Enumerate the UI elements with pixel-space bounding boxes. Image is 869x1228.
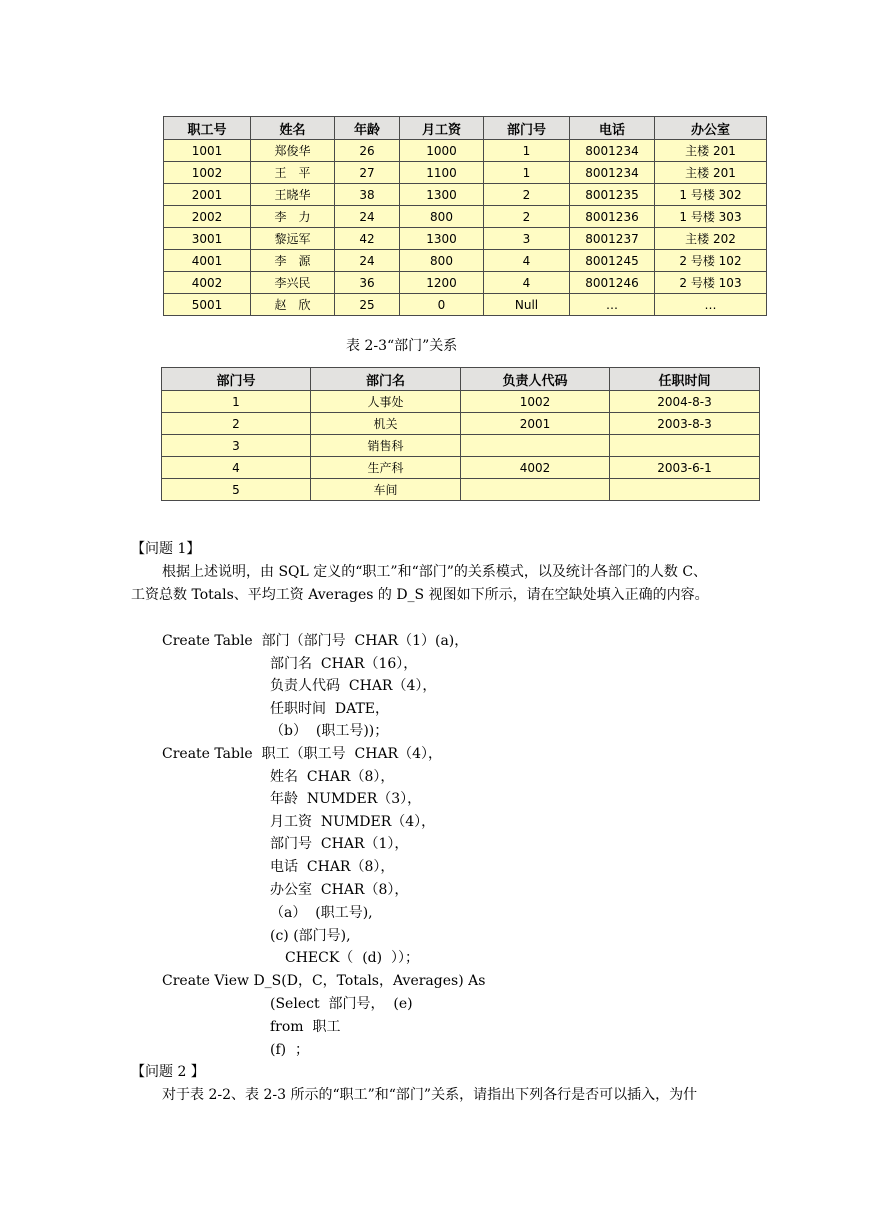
table-cell: 8001234 xyxy=(570,140,655,162)
table-cell xyxy=(610,479,760,501)
code-line: from 职工 xyxy=(270,1019,341,1035)
table-cell: 800 xyxy=(400,250,484,272)
table-cell: 1002 xyxy=(461,391,610,413)
table-cell: 8001246 xyxy=(570,272,655,294)
table-cell: 8001245 xyxy=(570,250,655,272)
table-cell: 27 xyxy=(335,162,400,184)
table-row xyxy=(162,479,760,501)
table-cell xyxy=(461,435,610,457)
table-cell: 5001 xyxy=(164,294,251,316)
table-cell: 1300 xyxy=(400,184,484,206)
table-cell: 1002 xyxy=(164,162,251,184)
question-1-title: 【问题 1】 xyxy=(131,541,201,557)
code-line: 月工资 NUMDER（4）， xyxy=(270,814,436,830)
table-cell: 4001 xyxy=(164,250,251,272)
table-row xyxy=(162,391,760,413)
code-line: CHECK（ (d) ））； xyxy=(285,950,419,966)
table-cell: 1 号楼 303 xyxy=(655,206,767,228)
table-cell: 郑俊华 xyxy=(251,140,335,162)
table-cell: 王晓华 xyxy=(251,184,335,206)
table-cell: 李 源 xyxy=(251,250,335,272)
code-line: Create Table 部门（部门号 CHAR（1）(a)， xyxy=(162,633,469,649)
question-2-text: 对于表 2-2、表 2-3 所示的“职工”和“部门”关系，请指出下列各行是否可以插入，为什 xyxy=(162,1087,698,1103)
table-caption: 表 2-3“部门”关系 xyxy=(346,338,458,354)
code-line: Create Table 职工（职工号 CHAR（4）， xyxy=(162,746,442,762)
table-cell: 1200 xyxy=(400,272,484,294)
table-cell: 1 xyxy=(484,162,570,184)
table-cell: 3 xyxy=(484,228,570,250)
table-cell: 36 xyxy=(335,272,400,294)
code-line: (f) ； xyxy=(270,1042,310,1058)
table-cell: 4 xyxy=(162,457,311,479)
table-row xyxy=(164,272,767,294)
table-cell: 2 号楼 103 xyxy=(655,272,767,294)
column-header: 负责人代码 xyxy=(461,368,610,391)
table-cell: 人事处 xyxy=(311,391,461,413)
table-cell: 王 平 xyxy=(251,162,335,184)
table-cell: 1001 xyxy=(164,140,251,162)
code-line: 任职时间 DATE， xyxy=(270,701,390,717)
table-cell: 2002 xyxy=(164,206,251,228)
table-row xyxy=(164,162,767,184)
table-cell: 赵 欣 xyxy=(251,294,335,316)
table-cell: 1 xyxy=(484,140,570,162)
code-line: 负责人代码 CHAR（4）， xyxy=(270,678,437,694)
table-header-row xyxy=(164,117,767,140)
table-row xyxy=(164,140,767,162)
table-cell: 2 xyxy=(162,413,311,435)
table-cell: 24 xyxy=(335,250,400,272)
code-line: Create View D_S(D，C，Totals，Averages) As xyxy=(162,973,486,989)
table-cell: … xyxy=(655,294,767,316)
table-cell: 4002 xyxy=(164,272,251,294)
table-cell: … xyxy=(570,294,655,316)
table-cell: 主楼 202 xyxy=(655,228,767,250)
table-row xyxy=(162,457,760,479)
table-cell xyxy=(461,479,610,501)
column-header: 部门号 xyxy=(162,368,311,391)
table-cell: 4 xyxy=(484,250,570,272)
table-cell: 2004-8-3 xyxy=(610,391,760,413)
table-cell: 车间 xyxy=(311,479,461,501)
employee-table xyxy=(163,116,767,316)
table-cell: 3001 xyxy=(164,228,251,250)
table-cell: 主楼 201 xyxy=(655,140,767,162)
table-cell: 主楼 201 xyxy=(655,162,767,184)
department-table xyxy=(161,367,760,501)
table-row xyxy=(162,413,760,435)
table-cell: 1 xyxy=(162,391,311,413)
table-cell: 24 xyxy=(335,206,400,228)
table-cell: 李兴民 xyxy=(251,272,335,294)
column-header: 职工号 xyxy=(164,117,251,140)
table-cell: 42 xyxy=(335,228,400,250)
table-cell: 2001 xyxy=(164,184,251,206)
table-cell: 38 xyxy=(335,184,400,206)
question-1-intro-line-1: 根据上述说明，由 SQL 定义的“职工”和“部门”的关系模式，以及统计各部门的人数 C、 xyxy=(162,564,708,580)
table-cell: 2 xyxy=(484,184,570,206)
column-header: 任职时间 xyxy=(610,368,760,391)
table-cell: 2 xyxy=(484,206,570,228)
column-header: 电话 xyxy=(570,117,655,140)
table-cell: 2 号楼 102 xyxy=(655,250,767,272)
code-line: 电话 CHAR（8）， xyxy=(270,859,395,875)
table-cell: 销售科 xyxy=(311,435,461,457)
code-line: 办公室 CHAR（8）， xyxy=(270,882,409,898)
table-cell: 3 xyxy=(162,435,311,457)
table-cell: 1100 xyxy=(400,162,484,184)
table-row xyxy=(164,228,767,250)
table-cell: 5 xyxy=(162,479,311,501)
code-line: 部门名 CHAR（16）， xyxy=(270,656,418,672)
code-line: 部门号 CHAR（1）， xyxy=(270,836,409,852)
table-cell: 8001234 xyxy=(570,162,655,184)
table-cell xyxy=(610,435,760,457)
table-cell: 4002 xyxy=(461,457,610,479)
table-cell: 0 xyxy=(400,294,484,316)
column-header: 姓名 xyxy=(251,117,335,140)
table-cell: 8001236 xyxy=(570,206,655,228)
code-line: （b） (职工号))； xyxy=(270,723,389,739)
code-line: 年龄 NUMDER（3）， xyxy=(270,791,422,807)
table-cell: 8001235 xyxy=(570,184,655,206)
table-cell: 生产科 xyxy=(311,457,461,479)
code-line: (Select 部门号， (e) xyxy=(270,996,413,1012)
column-header: 部门号 xyxy=(484,117,570,140)
table-cell: 2003-6-1 xyxy=(610,457,760,479)
table-cell: 800 xyxy=(400,206,484,228)
table-cell: 8001237 xyxy=(570,228,655,250)
code-line: 姓名 CHAR（8）， xyxy=(270,769,395,785)
table-cell: 25 xyxy=(335,294,400,316)
table-row xyxy=(164,294,767,316)
column-header: 年龄 xyxy=(335,117,400,140)
table-cell: Null xyxy=(484,294,570,316)
column-header: 月工资 xyxy=(400,117,484,140)
column-header: 部门名 xyxy=(311,368,461,391)
table-row xyxy=(164,206,767,228)
table-cell: 2001 xyxy=(461,413,610,435)
table-row xyxy=(164,250,767,272)
table-cell: 1 号楼 302 xyxy=(655,184,767,206)
question-1-intro-line-2: 工资总数 Totals、平均工资 Averages 的 D_S 视图如下所示，请在空缺处填入正确的内容。 xyxy=(131,587,709,603)
table-cell: 李 力 xyxy=(251,206,335,228)
table-cell: 黎远军 xyxy=(251,228,335,250)
table-row xyxy=(162,435,760,457)
table-cell: 机关 xyxy=(311,413,461,435)
table-cell: 2003-8-3 xyxy=(610,413,760,435)
code-line: （a） (职工号), xyxy=(270,905,373,921)
table-cell: 1300 xyxy=(400,228,484,250)
table-cell: 4 xyxy=(484,272,570,294)
table-header-row xyxy=(162,368,760,391)
table-cell: 26 xyxy=(335,140,400,162)
table-cell: 1000 xyxy=(400,140,484,162)
table-row xyxy=(164,184,767,206)
question-2-title: 【问题 2 】 xyxy=(131,1064,205,1080)
column-header: 办公室 xyxy=(655,117,767,140)
code-line: (c) (部门号), xyxy=(270,928,351,944)
